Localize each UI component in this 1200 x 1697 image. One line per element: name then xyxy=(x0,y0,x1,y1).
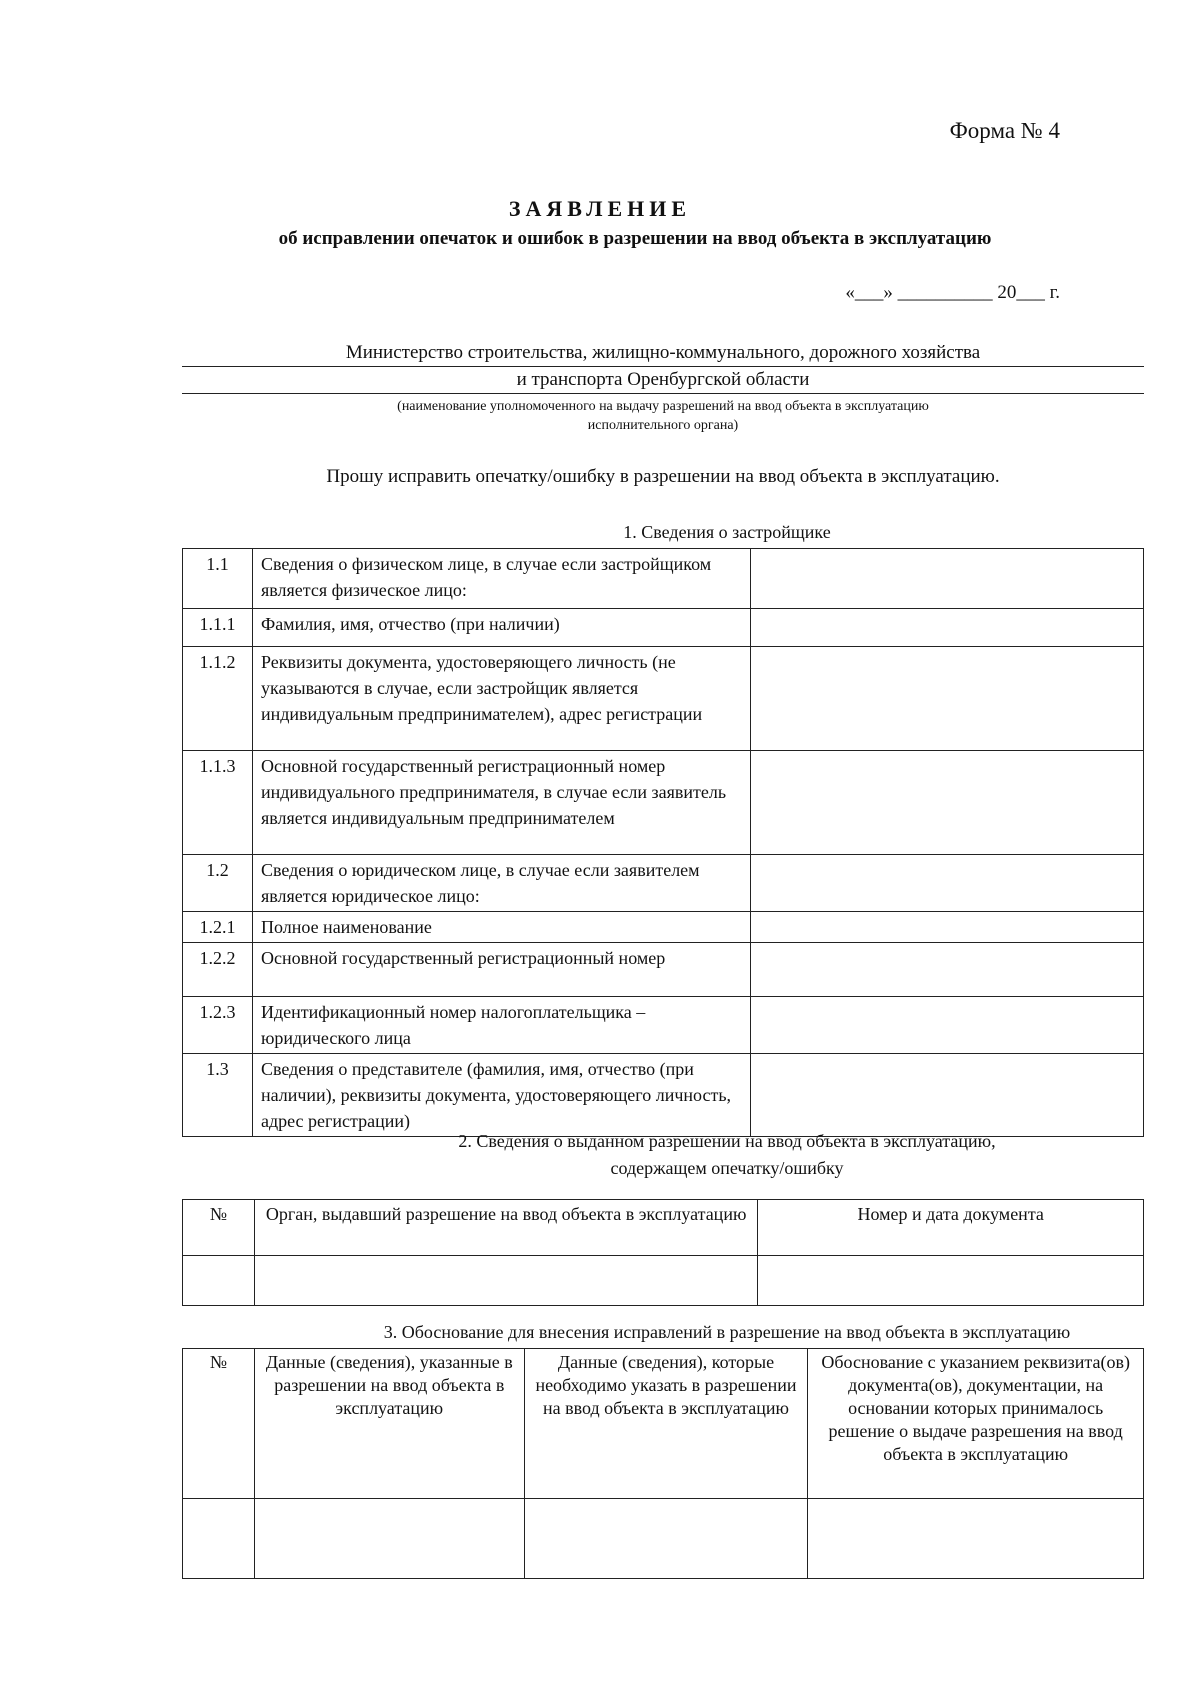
section-1-title: 1. Сведения о застройщике xyxy=(623,522,831,542)
row-number: 1.2 xyxy=(183,855,253,912)
row-number: 1.1 xyxy=(183,549,253,609)
row-label: Сведения о физическом лице, в случае если застройщиком является физическое лицо: xyxy=(252,549,750,609)
row-value-field[interactable] xyxy=(750,912,1143,943)
table-row xyxy=(183,997,1144,1054)
authority-line-1: Министерство строительства, жилищно-коммунального, дорожного хозяйства xyxy=(345,342,981,363)
row-label: Основной государственный регистрационный номер индивидуального предпринимателя, в случае если заявитель является индивидуальным предпринимателем xyxy=(252,751,750,855)
table-header-row xyxy=(183,1200,1144,1256)
given-data-field[interactable] xyxy=(254,1499,524,1579)
row-number: 1.2.1 xyxy=(183,912,253,943)
authority-line-2-underline xyxy=(182,367,1144,394)
section-3-title: 3. Обоснование для внесения исправлений в разрешение на ввод объекта в эксплуатацию xyxy=(383,1322,1071,1342)
row-value-field[interactable] xyxy=(750,1054,1143,1137)
authority-caption-1: (наименование уполномоченного на выдачу разрешений на ввод объекта в эксплуатацию xyxy=(397,399,929,414)
row-number: 1.3 xyxy=(183,1054,253,1137)
row-number: 1.2.2 xyxy=(183,943,253,997)
form-number: Форма № 4 xyxy=(949,118,1060,143)
authority-caption-2: исполнительного органа) xyxy=(587,418,739,433)
row-number: 1.2.3 xyxy=(183,997,253,1054)
row-value-field[interactable] xyxy=(750,997,1143,1054)
authority-line-1-underline xyxy=(182,340,1144,367)
date-line: «___» __________ 20___ г. xyxy=(845,282,1060,303)
document-title: ЗАЯВЛЕНИЕ xyxy=(508,196,692,221)
section-2-title-line-2: содержащем опечатку/ошибку xyxy=(610,1158,844,1178)
column-header-given-data: Данные (сведения), указанные в разрешении на ввод объекта в эксплуатацию xyxy=(254,1349,524,1499)
basis-field[interactable] xyxy=(808,1499,1144,1579)
row-label: Реквизиты документа, удостоверяющего личность (не указываются в случае, если застройщик является индивидуальным предпринимателем), адрес регистрации xyxy=(252,647,750,751)
row-value-field[interactable] xyxy=(750,751,1143,855)
row-label: Сведения о юридическом лице, в случае если заявителем является юридическое лицо: xyxy=(252,855,750,912)
table-row xyxy=(183,855,1144,912)
section-2-table xyxy=(182,1199,1144,1306)
section-3-table xyxy=(182,1348,1144,1579)
row-value-field[interactable] xyxy=(750,549,1143,609)
column-header-document: Номер и дата документа xyxy=(758,1200,1144,1256)
table-header-row xyxy=(183,1349,1144,1499)
table-row xyxy=(183,647,1144,751)
table-row xyxy=(183,1499,1144,1579)
column-header-needed-data: Данные (сведения), которые необходимо указать в разрешении на ввод объекта в эксплуатацию xyxy=(524,1349,808,1499)
table-row xyxy=(183,549,1144,609)
table-row xyxy=(183,1054,1144,1137)
column-header-issuing-body: Орган, выдавший разрешение на ввод объекта в эксплуатацию xyxy=(254,1200,757,1256)
row-number: 1.1.3 xyxy=(183,751,253,855)
column-header-number: № xyxy=(183,1200,255,1256)
table-row xyxy=(183,912,1144,943)
row-label: Сведения о представителе (фамилия, имя, отчество (при наличии), реквизиты документа, удостоверяющего личность, адрес регистрации) xyxy=(252,1054,750,1137)
authority-line-2: и транспорта Оренбургской области xyxy=(516,369,810,390)
document-subtitle: об исправлении опечаток и ошибок в разрешении на ввод объекта в эксплуатацию xyxy=(278,228,992,249)
number-field[interactable] xyxy=(183,1256,255,1306)
issuing-body-field[interactable] xyxy=(254,1256,757,1306)
section-2-title-line-1: 2. Сведения о выданном разрешении на ввод объекта в эксплуатацию, xyxy=(458,1131,996,1151)
needed-data-field[interactable] xyxy=(524,1499,808,1579)
row-number: 1.1.2 xyxy=(183,647,253,751)
section-2-title xyxy=(182,1128,1200,1182)
row-value-field[interactable] xyxy=(750,609,1143,647)
row-number: 1.1.1 xyxy=(183,609,253,647)
table-row xyxy=(183,1256,1144,1306)
row-label: Идентификационный номер налогоплательщика – юридического лица xyxy=(252,997,750,1054)
row-value-field[interactable] xyxy=(750,943,1143,997)
number-field[interactable] xyxy=(183,1499,255,1579)
row-value-field[interactable] xyxy=(750,647,1143,751)
row-label: Полное наименование xyxy=(252,912,750,943)
table-row xyxy=(183,609,1144,647)
row-label: Основной государственный регистрационный номер xyxy=(252,943,750,997)
row-label: Фамилия, имя, отчество (при наличии) xyxy=(252,609,750,647)
table-row xyxy=(183,751,1144,855)
table-row xyxy=(183,943,1144,997)
row-value-field[interactable] xyxy=(750,855,1143,912)
section-1-table xyxy=(182,548,1144,1137)
document-field[interactable] xyxy=(758,1256,1144,1306)
request-text: Прошу исправить опечатку/ошибку в разрешении на ввод объекта в эксплуатацию. xyxy=(326,466,1000,487)
column-header-number: № xyxy=(183,1349,255,1499)
column-header-basis: Обоснование с указанием реквизита(ов) документа(ов), документации, на основании которых принималось решение о выдаче разрешения на ввод объекта в эксплуатацию xyxy=(808,1349,1144,1499)
